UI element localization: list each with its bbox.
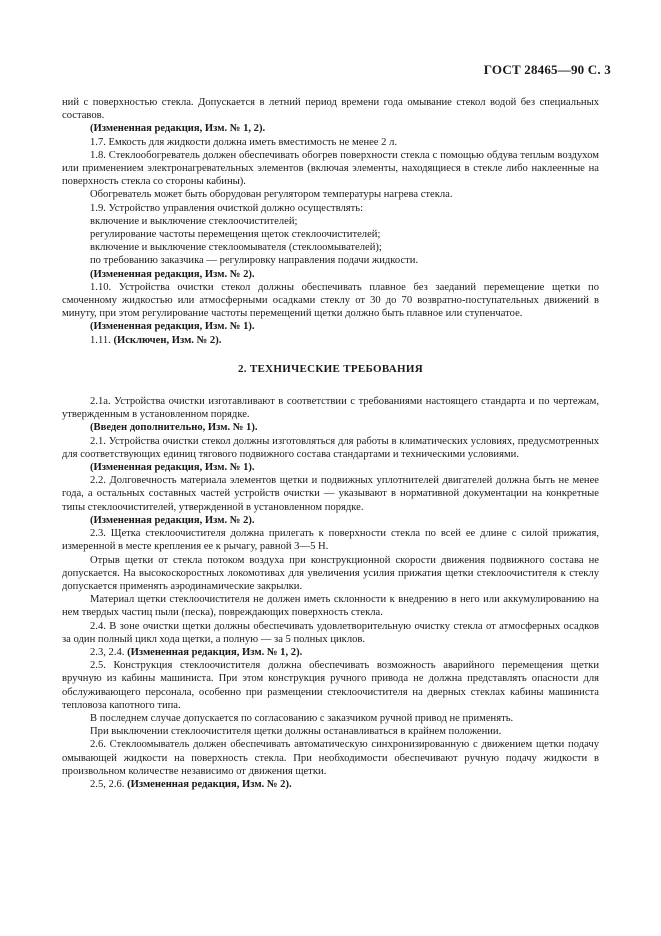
list-item: по требованию заказчика — регулировку направления подачи жидкости. (90, 255, 419, 267)
paragraph: Материал щетки стеклоочистителя не должен иметь склонности к внедрению в него или аккумулированию на нем твердых частиц пыли (песка), повреждающих поверхность стекла. (62, 594, 599, 619)
paragraph: Обогреватель может быть оборудован регулятором температуры нагрева стекла. (90, 189, 453, 201)
amendment-note: (Введен дополнительно, Изм. № 1). (90, 422, 258, 434)
paragraph: 2.6. Стеклоомыватель должен обеспечивать автоматическую синхронизированную с движением щетки подачу омывающей жидкости на поверхность стекла. При необходимости обеспечивают ручную подачу жидкости в произвольном количестве независимо от движения щетки. (62, 739, 599, 777)
section-title: 2. ТЕХНИЧЕСКИЕ ТРЕБОВАНИЯ (238, 362, 423, 375)
amendment-note: (Измененная редакция, Изм. № 1, 2). (127, 646, 303, 658)
amendment-line (62, 778, 599, 791)
amendment-note: (Измененная редакция, Изм. № 2). (90, 514, 255, 526)
paragraph: 2.1а. Устройства очистки изготавливают в соответствии с требованиями настоящего стандарта и по чертежам, утвержденным в установленном порядке. (62, 396, 599, 421)
paragraph: Отрыв щетки от стекла потоком воздуха при конструкционной скорости движения подвижного состава не допускается. На высокоскоростных локомотивах для увеличения усилия прижатия щетки стеклоочистителя к стеклу допускается применять аэродинамические закрылки. (62, 554, 599, 592)
paragraph: 2.4. В зоне очистки щетки должны обеспечивать удовлетворительную очистку стекла от атмосферных осадков за один полный цикл хода щетки, а полную — за 5 полных циклов. (62, 620, 599, 645)
amendment-note: (Измененная редакция, Изм. № 1). (90, 321, 255, 333)
paragraph: 1.8. Стеклообогреватель должен обеспечивать обогрев поверхности стекла с помощью обдува теплым воздухом или применением электронагревательных элементов (включая элементы, находящиеся в стекле либо наклеенные на поверхность стекла со стороны кабины). (62, 149, 599, 188)
list-item: включение и выключение стеклоомывателя (стеклоомывателей); (90, 242, 382, 254)
paragraph: При выключении стеклоочистителя щетки должны останавливаться в крайнем положении. (90, 726, 502, 738)
paragraph: 2.1. Устройства очистки стекол должны изготовляться для работы в климатических условиях, предусмотренных для соответствующих единиц тягового подвижного состава стандартами и техническими условиями. (62, 435, 599, 460)
list-item: включение и выключение стеклоочистителей; (90, 215, 298, 227)
paragraph: 2.2. Долговечность материала элементов щетки и подвижных уплотнителей двигателей должна быть не менее года, а остальных составных частей устройств очистки — указывают в нормативной документации на конкретные типы стеклоочистителей, утвержденной в установленном порядке. (62, 475, 599, 513)
paragraph: 2.5. Конструкция стеклоочистителя должна обеспечивать возможность аварийного перемещения щетки вручную из кабины машиниста. При этом конструкция ручного привода не должна представлять опасности для обслуживающего персонала, особенно при размещении стеклоочистителя на дверных стеклах кабины машиниста тепловоза капотного типа. (62, 660, 599, 711)
amendment-note: (Измененная редакция, Изм. № 2). (90, 268, 255, 280)
clause-number: 2.3, 2.4. (90, 646, 125, 658)
amendment-note: (Исключен, Изм. № 2). (113, 334, 222, 346)
amendment-note: (Измененная редакция, Изм. № 1). (90, 462, 255, 474)
paragraph: ний с поверхностью стекла. Допускается в летний период времени года омывание стекол водой без специальных составов. (62, 97, 599, 122)
amendment-note: (Измененная редакция, Изм. № 1, 2). (90, 123, 266, 135)
paragraph: 1.10. Устройства очистки стекол должны обеспечивать плавное без заеданий перемещение щетки по смоченному жидкостью или атмосферными осадками стеклу от 30 до 70 возвратно-поступательных движений в минуту, при этом регулирование частоты перемещений щетки должно быть плавное или ступенчатое. (62, 281, 599, 320)
paragraph: 1.9. Устройство управления очисткой должно осуществлять: (90, 202, 364, 214)
document-body (62, 96, 599, 791)
list-item: регулирование частоты перемещения щеток стеклоочистителей; (90, 229, 381, 241)
clause-number: 1.11. (90, 334, 111, 346)
clause-number: 2.5, 2.6. (90, 778, 125, 790)
amendment-note: (Измененная редакция, Изм. № 2). (127, 778, 292, 790)
page-header: ГОСТ 28465—90 С. 3 (483, 62, 611, 77)
amendment-line (62, 646, 599, 659)
paragraph-excluded (62, 334, 599, 347)
paragraph: 1.7. Емкость для жидкости должна иметь вместимость не менее 2 л. (90, 136, 398, 148)
paragraph: 2.3. Щетка стеклоочистителя должна прилегать к поверхности стекла по всей ее длине с силой прижатия, измеренной в месте крепления ее к рычагу, равной 3—5 Н. (62, 528, 599, 553)
paragraph: В последнем случае допускается по согласованию с заказчиком ручной привод не применять. (90, 712, 514, 724)
